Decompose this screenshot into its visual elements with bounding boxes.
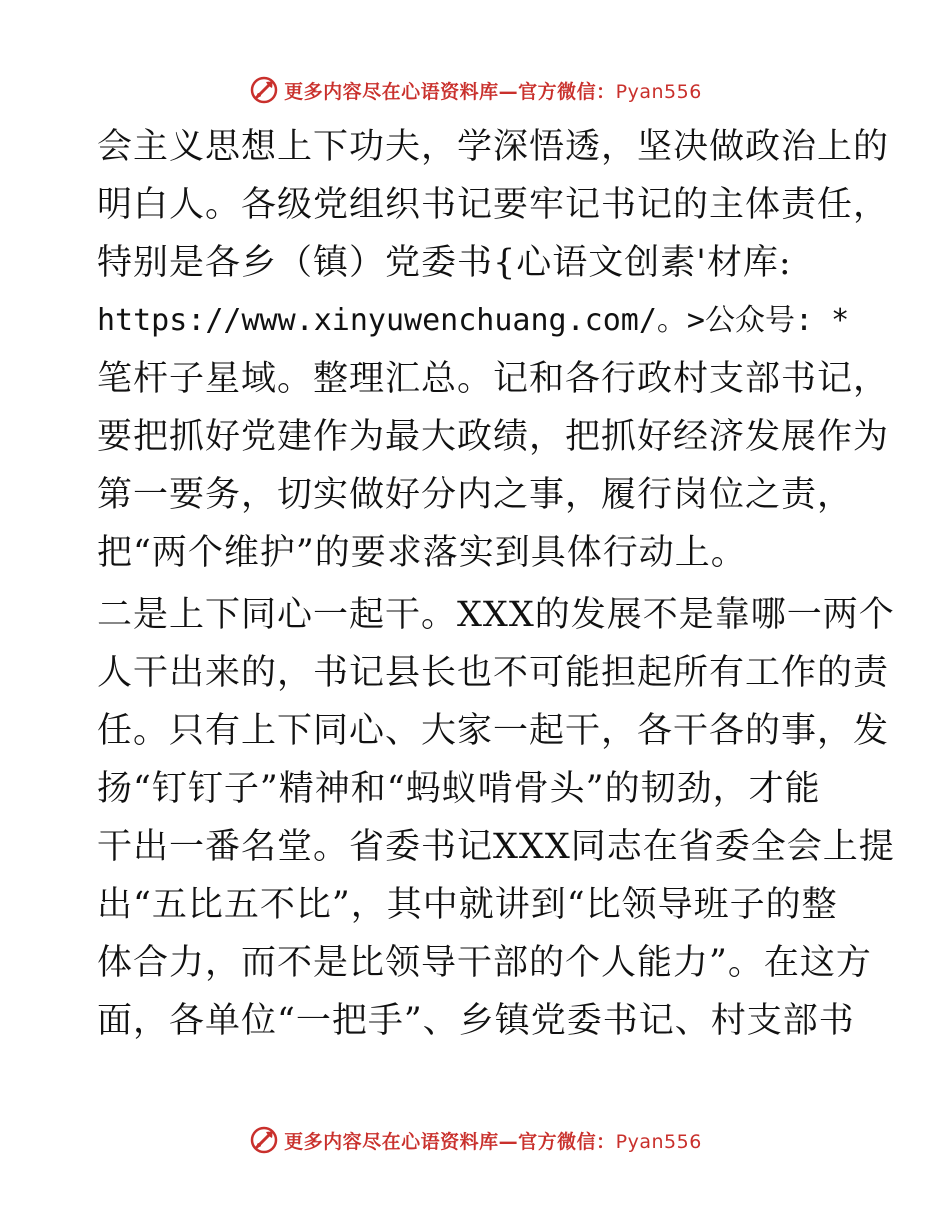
text-line: 笔杆子星域。整理汇总。记和各行政村支部书记， bbox=[97, 359, 890, 399]
text-line: 面，各单位“一把手”、乡镇党委书记、村支部书 bbox=[97, 1001, 855, 1041]
quill-logo-icon bbox=[248, 74, 280, 106]
text-line: 把“两个维护”的要求落实到具体行动上。 bbox=[97, 533, 747, 573]
text-line: 明白人。各级党组织书记要牢记书记的主体责任， bbox=[97, 185, 890, 225]
text-line: 第一要务，切实做好分内之事，履行岗位之责， bbox=[97, 475, 854, 515]
quill-logo-icon bbox=[248, 1124, 280, 1156]
text-line: 会主义思想上下功夫，学深悟透，坚决做政治上的 bbox=[97, 127, 890, 167]
wechat-id: Pyan556 bbox=[615, 80, 702, 103]
text-line: 要把抓好党建作为最大政绩，把抓好经济发展作为 bbox=[97, 417, 890, 457]
paragraph-2 bbox=[97, 586, 895, 1050]
document-body bbox=[97, 118, 895, 1050]
banner-text: 更多内容尽在心语资料库—官方微信：Pyan556 bbox=[284, 1130, 702, 1153]
header-banner bbox=[0, 70, 950, 110]
text-line: 人干出来的，书记县长也不可能担起所有工作的责 bbox=[97, 653, 890, 693]
footer-banner bbox=[0, 1120, 950, 1160]
paragraph-1 bbox=[97, 118, 890, 582]
text-line: 扬“钉钉子”精神和“蚂蚁啃骨头”的韧劲，才能 bbox=[97, 769, 821, 809]
text-line: 体合力，而不是比领导干部的个人能力”。在这方 bbox=[97, 943, 872, 983]
banner-text: 更多内容尽在心语资料库—官方微信：Pyan556 bbox=[284, 80, 702, 103]
text-line: 干出一番名堂。省委书记XXX同志在省委全会上提 bbox=[97, 827, 895, 867]
text-line: 任。只有上下同心、大家一起干，各干各的事，发 bbox=[97, 711, 890, 751]
wechat-id: Pyan556 bbox=[615, 1130, 702, 1153]
text-line: 出“五比五不比”，其中就讲到“比领导班子的整 bbox=[97, 885, 838, 925]
text-line: 二是上下同心一起干。XXX的发展不是靠哪一两个 bbox=[97, 595, 895, 635]
text-line-url: https://www.xinyuwenchuang.com/。>公众号: * bbox=[97, 303, 850, 338]
text-line: 特别是各乡（镇）党委书{心语文创素'材库: bbox=[97, 243, 792, 283]
